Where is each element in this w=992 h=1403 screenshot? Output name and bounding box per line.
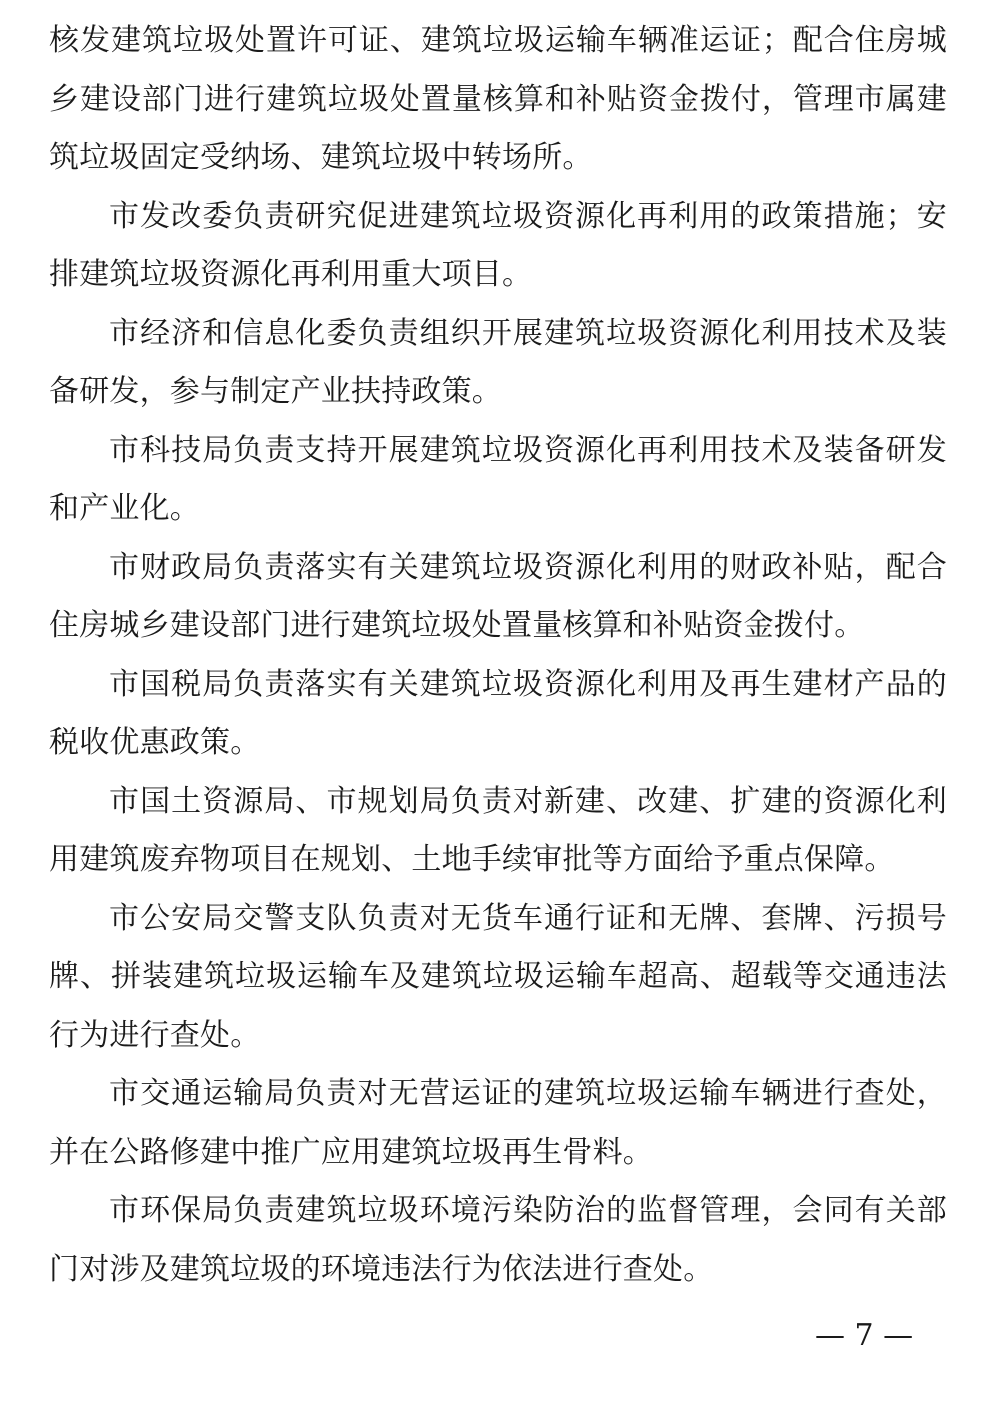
paragraph-finance: 市财政局负责落实有关建筑垃圾资源化利用的财政补贴，配合住房城乡建设部门进行建筑垃圾处置量核算和补贴资金拨付。 <box>49 549 947 643</box>
paragraph-development-reform: 市发改委负责研究促进建筑垃圾资源化再利用的政策措施；安排建筑垃圾资源化再利用重大项目。 <box>49 198 947 292</box>
paragraph-economy-information: 市经济和信息化委负责组织开展建筑垃圾资源化利用技术及装备研发，参与制定产业扶持政策。 <box>49 315 947 409</box>
paragraph-state-tax: 市国税局负责落实有关建筑垃圾资源化利用及再生建材产品的税收优惠政策。 <box>49 666 947 760</box>
paragraph-traffic-police: 市公安局交警支队负责对无货车通行证和无牌、套牌、污损号牌、拼装建筑垃圾运输车及建筑垃圾运输车超高、超载等交通违法行为进行查处。 <box>49 900 947 1053</box>
paragraph-continuation: 核发建筑垃圾处置许可证、建筑垃圾运输车辆准运证；配合住房城乡建设部门进行建筑垃圾处置量核算和补贴资金拨付，管理市属建筑垃圾固定受纳场、建筑垃圾中转场所。 <box>49 23 947 175</box>
paragraph-environment: 市环保局负责建筑垃圾环境污染防治的监督管理，会同有关部门对涉及建筑垃圾的环境违法行为依法进行查处。 <box>49 1193 947 1287</box>
document-body <box>49 12 947 1299</box>
paragraph-land-planning: 市国土资源局、市规划局负责对新建、改建、扩建的资源化利用建筑废弃物项目在规划、土地手续审批等方面给予重点保障。 <box>49 783 947 877</box>
paragraph-science-technology: 市科技局负责支持开展建筑垃圾资源化再利用技术及装备研发和产业化。 <box>49 432 947 526</box>
paragraph-transport: 市交通运输局负责对无营运证的建筑垃圾运输车辆进行查处，并在公路修建中推广应用建筑垃圾再生骨料。 <box>49 1076 947 1170</box>
page-number: — 7 — <box>815 1318 914 1353</box>
